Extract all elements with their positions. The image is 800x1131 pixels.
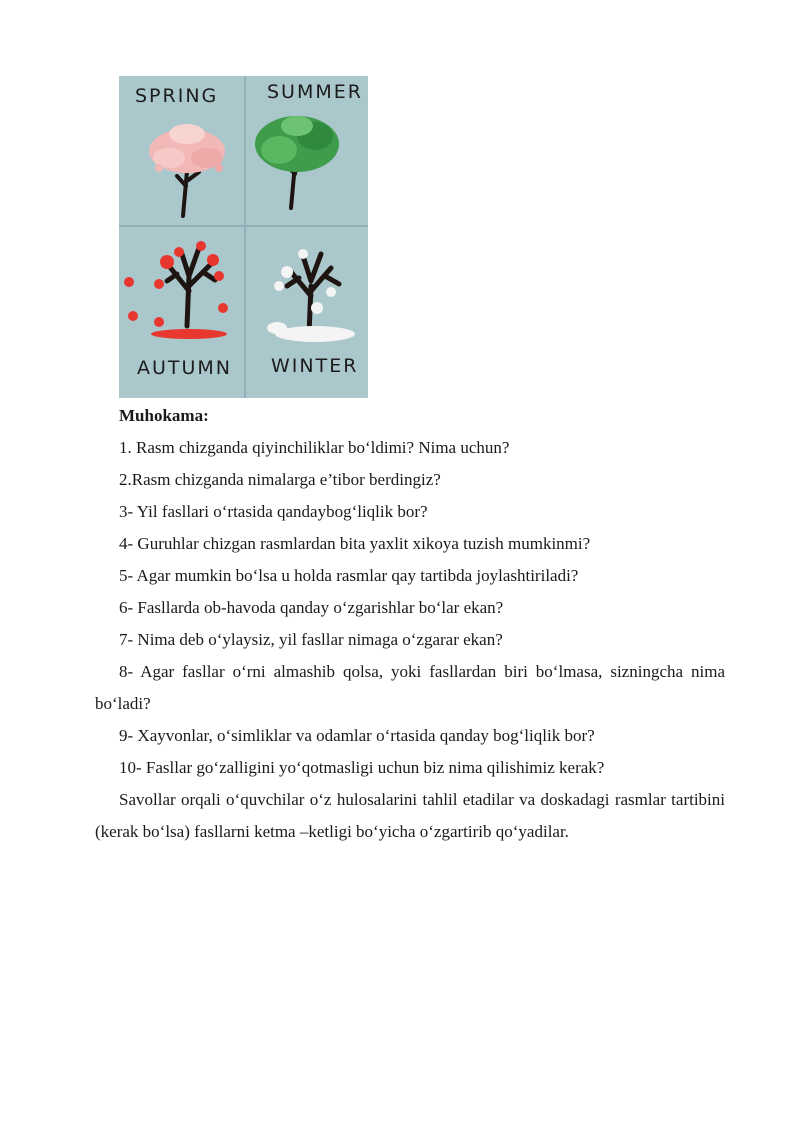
winter-tree: [267, 249, 355, 342]
question-2: 2.Rasm chizganda nimalarga e’tibor berdingiz?: [119, 470, 441, 489]
autumn-label: AUTUMN: [137, 357, 233, 379]
summer-tree: [255, 116, 339, 208]
question-9: 9- Xayvonlar, o‘simliklar va odamlar o‘rtasida qanday bog‘liqlik bor?: [119, 726, 595, 745]
four-seasons-drawing: [119, 76, 368, 398]
question-5: 5- Agar mumkin bo‘lsa u holda rasmlar qay tartibda joylashtiriladi?: [119, 566, 579, 585]
summer-label: SUMMER: [267, 81, 363, 103]
question-6: 6- Fasllarda ob-havoda qanday o‘zgarishlar bo‘lar ekan?: [119, 598, 504, 617]
autumn-tree: [124, 241, 228, 339]
question-10: 10- Fasllar go‘zalligini yo‘qotmasligi uchun biz nima qilishimiz kerak?: [119, 758, 605, 777]
spring-label: SPRING: [135, 85, 219, 107]
discussion-heading: Muhokama:: [119, 406, 209, 425]
winter-label: WINTER: [271, 355, 359, 377]
four-seasons-picture: [119, 76, 368, 398]
question-4: 4- Guruhlar chizgan rasmlardan bita yaxlit xikoya tuzish mumkinmi?: [119, 534, 591, 553]
question-8: 8- Agar fasllar o‘rni almashib qolsa, yoki fasllardan biri bo‘lmasa, sizningcha nima bo‘ladi?: [95, 662, 725, 713]
question-1: 1. Rasm chizganda qiyinchiliklar bo‘ldimi? Nima uchun?: [119, 438, 510, 457]
spring-tree: [149, 124, 225, 216]
question-3: 3- Yil fasllari o‘rtasida qandaybog‘liqlik bor?: [119, 502, 428, 521]
question-7: 7- Nima deb o‘ylaysiz, yil fasllar nimaga o‘zgarar ekan?: [119, 630, 503, 649]
discussion-section: [95, 400, 725, 848]
conclusion-paragraph: Savollar orqali o‘quvchilar o‘z hulosalarini tahlil etadilar va doskadagi rasmlar tartibini (kerak bo‘lsa) fasllarni ketma –ketligi bo‘yicha o‘zgartirib qo‘yadilar.: [95, 790, 725, 841]
